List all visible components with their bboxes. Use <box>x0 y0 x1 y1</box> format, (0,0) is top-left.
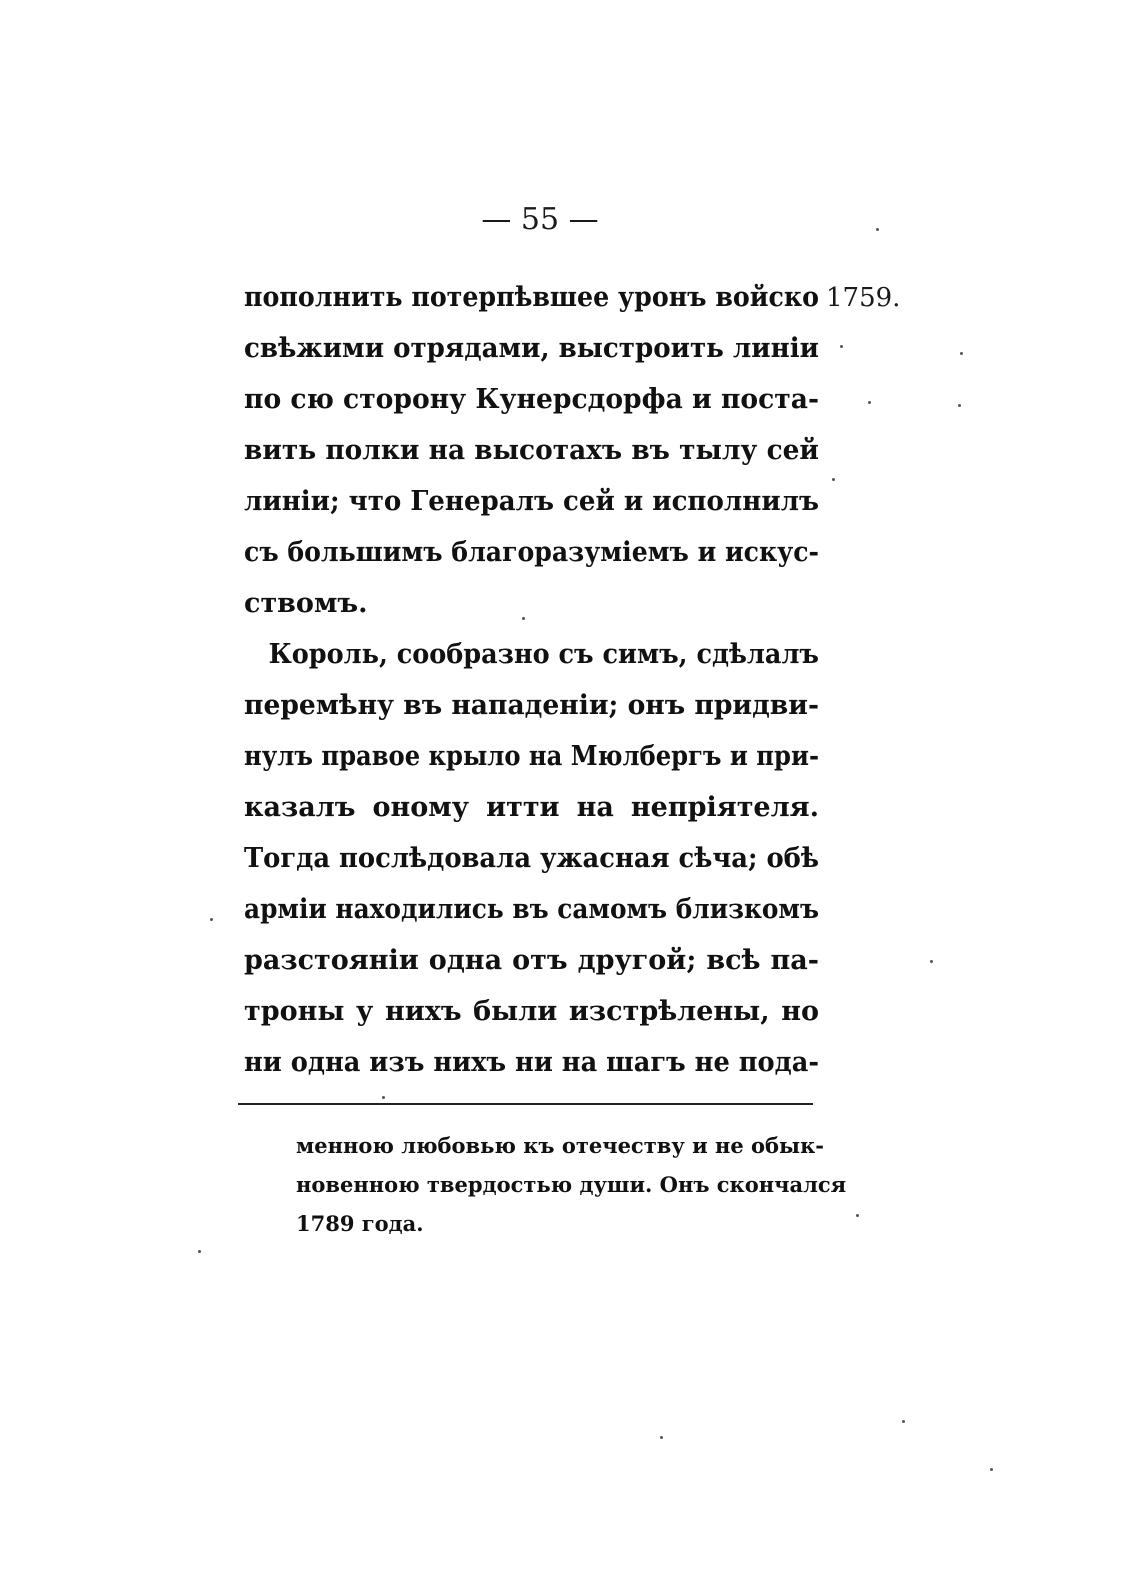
text-line: троны у нихъ были изстрѣлены, но <box>244 996 819 1027</box>
text-line: съ большимъ благоразуміемъ и искус- <box>244 537 819 568</box>
text-line: свѣжими отрядами, выстроить линіи <box>244 333 819 364</box>
text-line: нулъ правое крыло на Мюлбергъ и при- <box>244 741 819 772</box>
main-text-block <box>244 272 819 1088</box>
text-line: линіи; что Генералъ сей и исполнилъ <box>244 486 819 517</box>
scan-speck <box>210 918 213 921</box>
text-line: Тогда послѣдовала ужасная сѣча; обѣ <box>244 843 819 874</box>
footnote-line: новенною твердостью души. Онъ скончался <box>296 1172 847 1197</box>
text-line: пополнить потерпѣвшее уронъ войско <box>244 282 819 313</box>
scan-speck <box>856 1214 859 1217</box>
scan-speck <box>958 404 961 407</box>
margin-year-note: 1759. <box>826 283 901 313</box>
scan-speck <box>930 960 933 963</box>
scan-speck <box>382 1096 385 1099</box>
scan-speck <box>660 1436 663 1439</box>
text-line: ствомъ. <box>244 588 368 619</box>
scan-speck <box>840 345 843 348</box>
scan-speck <box>990 1468 993 1471</box>
text-line: арміи находились въ самомъ близкомъ <box>244 894 819 925</box>
footnote-block <box>296 1126 847 1243</box>
scan-speck <box>868 401 871 404</box>
text-line: по сю сторону Кунерсдорфа и поста- <box>244 384 819 415</box>
scan-speck <box>876 228 879 231</box>
text-line: разстояніи одна отъ другой; всѣ па- <box>244 945 819 976</box>
scan-speck <box>198 1250 201 1253</box>
footnote-divider <box>238 1103 813 1105</box>
page-number: — 55 — <box>481 202 599 237</box>
scan-speck <box>902 1420 905 1423</box>
text-line: Король, сообразно съ симъ, сдѣлалъ <box>268 639 819 670</box>
scan-speck <box>522 617 525 620</box>
footnote-line: менною любовью къ отечеству и не обык- <box>296 1133 824 1158</box>
footnote-line: 1789 года. <box>296 1211 424 1236</box>
text-line: ни одна изъ нихъ ни на шагъ не пода- <box>244 1047 819 1078</box>
text-line: перемѣну въ нападеніи; онъ придви- <box>244 690 819 721</box>
text-line: казалъ оному итти на непріятеля. <box>244 792 819 823</box>
text-line: вить полки на высотахъ въ тылу сей <box>244 435 819 466</box>
scan-speck <box>960 352 963 355</box>
scan-speck <box>832 478 835 481</box>
